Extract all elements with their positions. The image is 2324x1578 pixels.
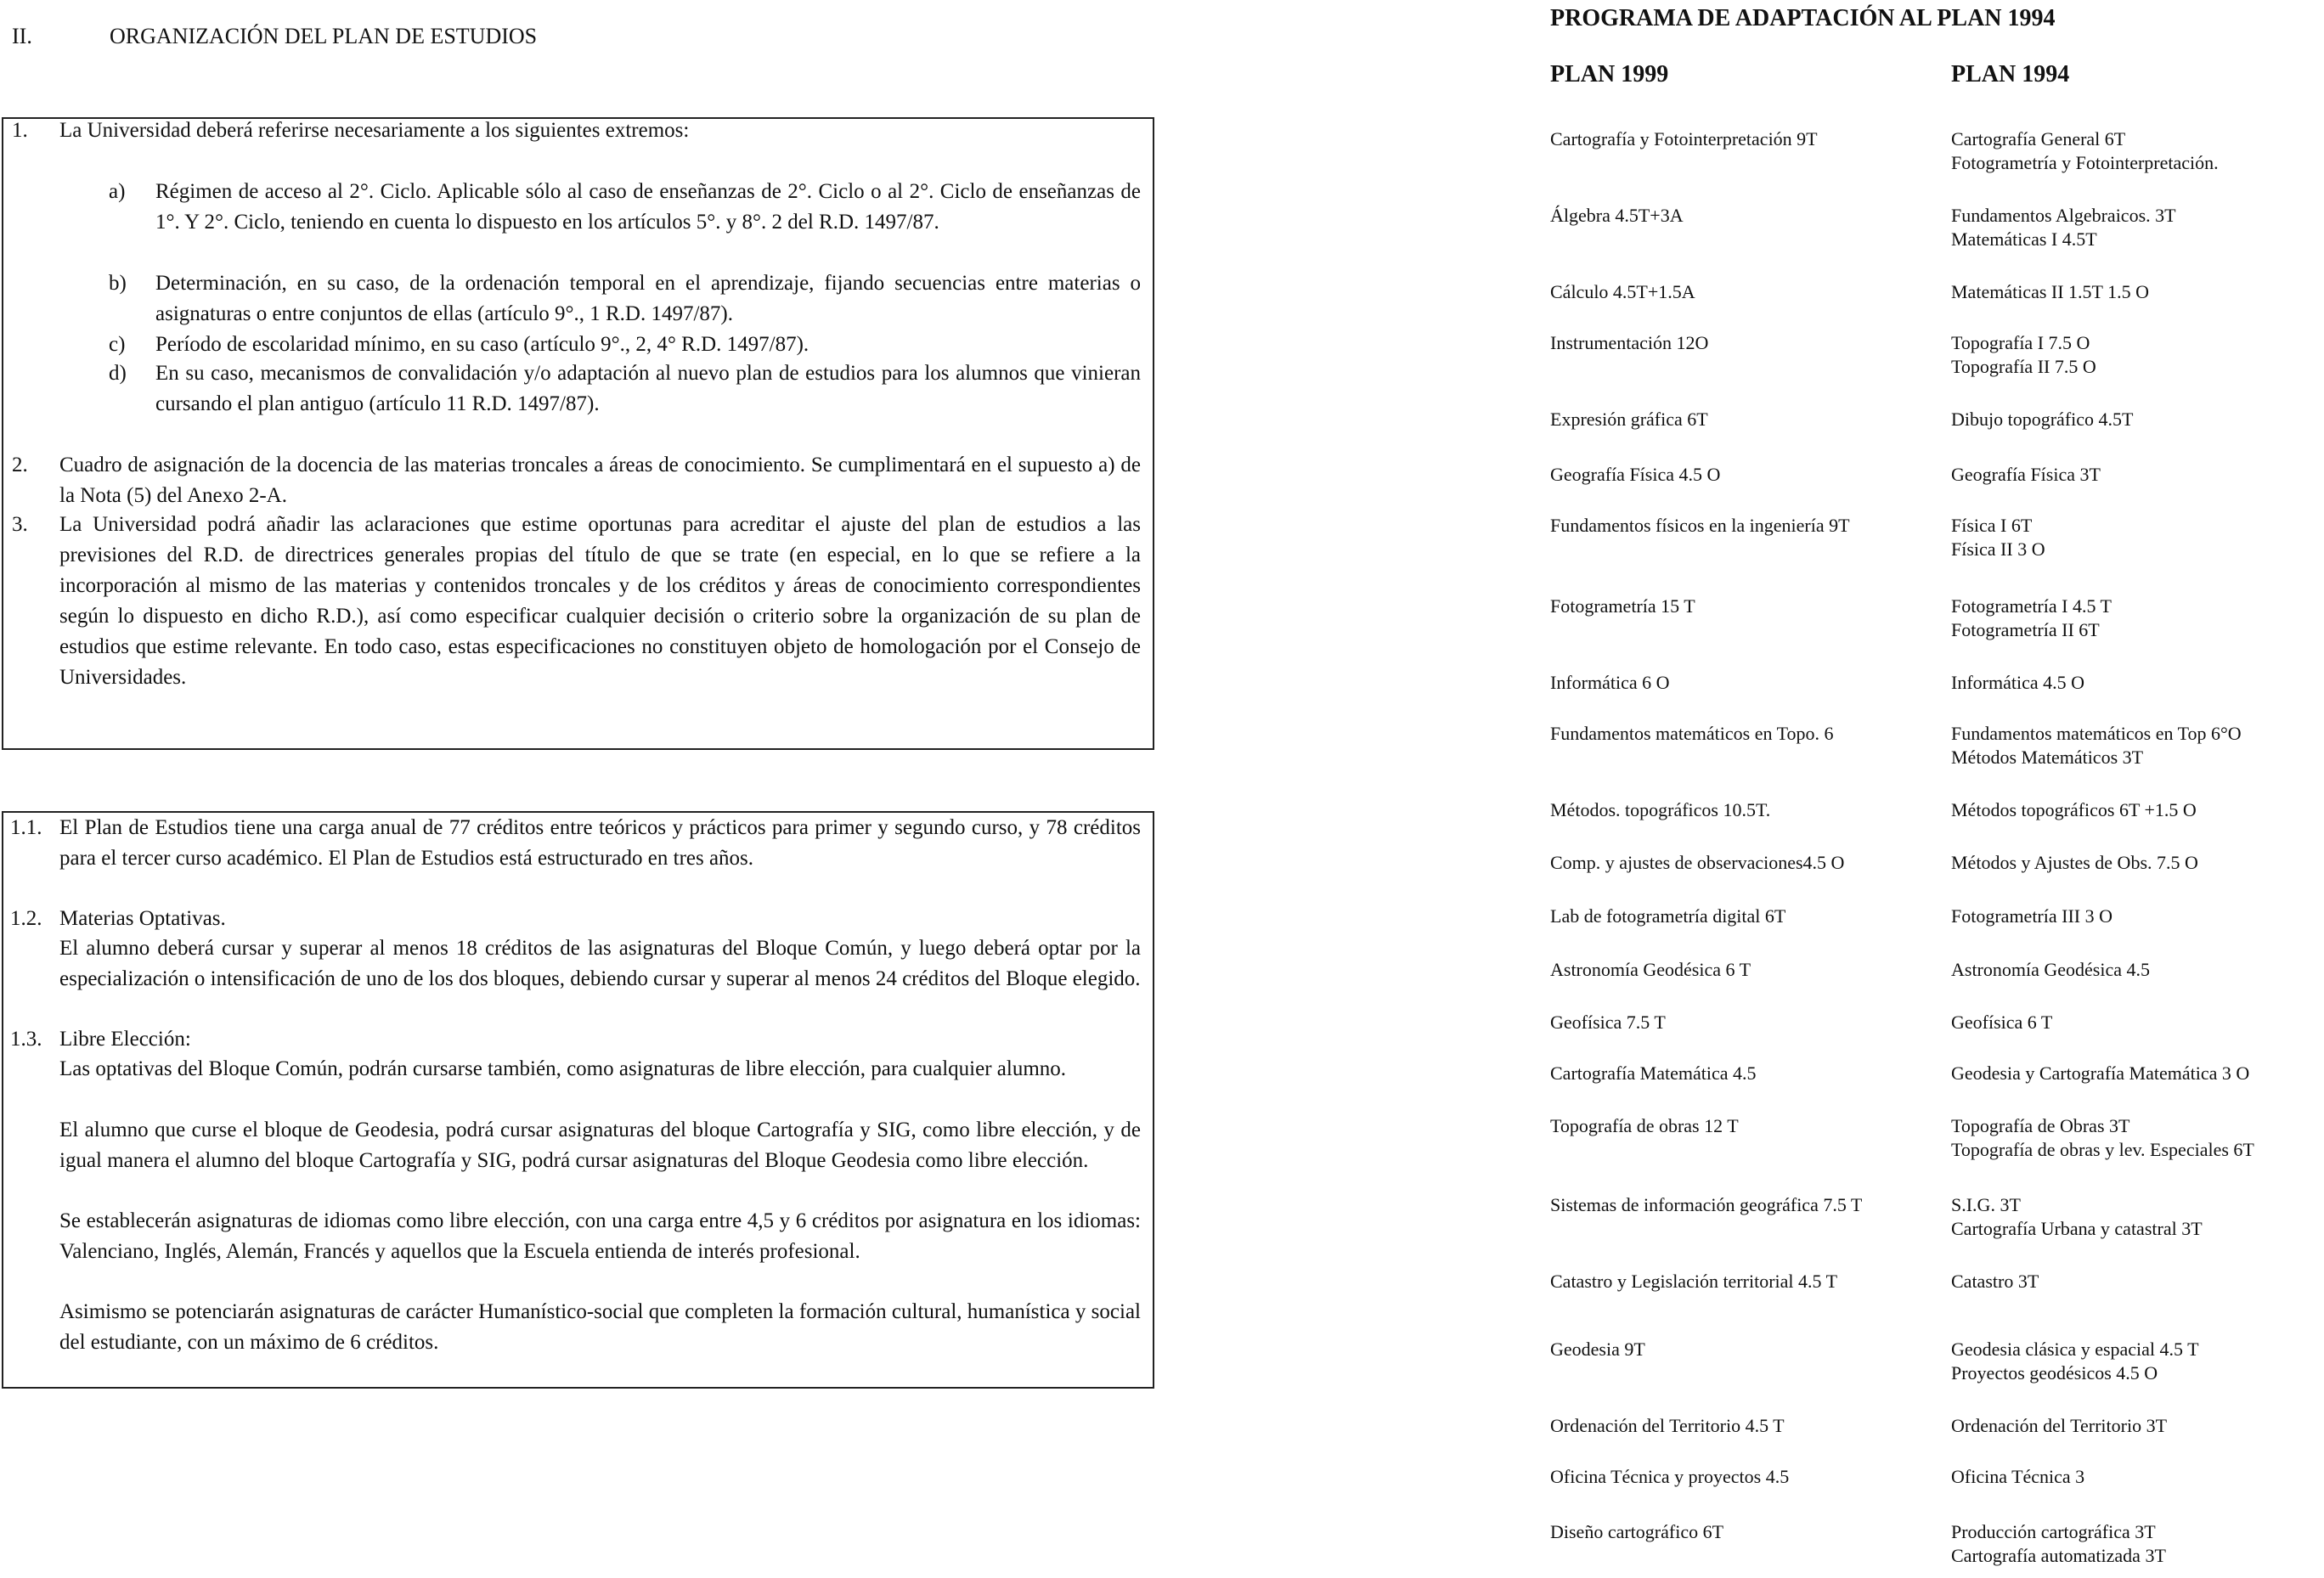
plan-1999-subject: Ordenación del Territorio 4.5 T [1550, 1415, 1785, 1436]
plan-1994-subject: Astronomía Geodésica 4.5 [1951, 959, 2150, 980]
plan-1999-subject: Topografía de obras 12 T [1550, 1115, 1739, 1136]
plan-1999-subject: Astronomía Geodésica 6 T [1550, 959, 1751, 980]
subitem-d-letter: d) [109, 362, 127, 385]
subitem-a-letter: a) [109, 180, 126, 203]
item-1-3-title: Libre Elección: [59, 1028, 191, 1051]
table-row [1550, 127, 2319, 178]
plan-1994-subject: Cartografía General 6T [1951, 128, 2126, 149]
plan-1999-subject: Cálculo 4.5T+1.5A [1550, 281, 1695, 302]
subitem-a-text: Régimen de acceso al 2°. Ciclo. Aplicable sólo al caso de enseñanzas de 2°. Ciclo o al 2°. Ciclo de enseñanzas de 1°. Y 2°. Ciclo, teniendo en cuenta lo dispuesto en los artículos 5°. y 8°. 2 del R.D. 1497/87. [155, 180, 1141, 234]
item-2-text: Cuadro de asignación de la docencia de las materias troncales a áreas de conocimiento. Se cumplimentará en el supuesto a) de la Nota (5) del Anexo 2-A. [59, 454, 1141, 507]
table-row [1550, 408, 2319, 459]
plan-1994-subject: Geodesia y Cartografía Matemática 3 O [1951, 1062, 2250, 1084]
plan-1999-subject: Lab de fotogrametría digital 6T [1550, 905, 1786, 927]
item-3-number: 3. [12, 513, 28, 536]
plan-1994-subject: Física II 3 O [1951, 538, 2045, 560]
plan-1999-subject: Cartografía Matemática 4.5 [1550, 1062, 1757, 1084]
item-1-2-title: Materias Optativas. [59, 907, 226, 930]
plan-1994-subject: Fundamentos matemáticos en Top 6°O [1951, 723, 2242, 744]
table-row [1550, 514, 2319, 565]
item-1-3-number: 1.3. [10, 1028, 42, 1051]
plan-1994-subject: Matemáticas I 4.5T [1951, 228, 2097, 250]
plan-1994-subject: Fotogrametría III 3 O [1951, 905, 2112, 927]
plan-1999-header: PLAN 1999 [1550, 61, 1669, 87]
plan-1994-subjects [1951, 514, 2324, 561]
plan-1994-subjects [1951, 331, 2324, 379]
table-row [1550, 958, 2319, 1009]
table-row [1550, 204, 2319, 255]
section-header [12, 24, 537, 49]
plan-1994-subjects [1951, 463, 2324, 487]
plan-1999-subject: Geodesia 9T [1550, 1338, 1645, 1360]
item-1-2-number: 1.2. [10, 907, 42, 930]
table-row [1550, 1011, 2319, 1062]
plan-1999-subject: Catastro y Legislación territorial 4.5 T [1550, 1271, 1838, 1292]
plan-1994-subject: Matemáticas II 1.5T 1.5 O [1951, 281, 2149, 302]
table-row [1550, 1338, 2319, 1389]
table-row [1550, 798, 2319, 849]
free-choice-paragraph-4: Asimismo se potenciarán asignaturas de carácter Humanístico-social que completen la formación cultural, humanística y social del estudiante, con un máximo de 6 créditos. [59, 1300, 1141, 1354]
plan-1994-subjects [1951, 1062, 2324, 1085]
plan-1994-subject: Métodos y Ajustes de Obs. 7.5 O [1951, 852, 2198, 873]
plan-1994-subject: Física I 6T [1951, 515, 2033, 536]
plan-1999-subject: Expresión gráfica 6T [1550, 409, 1708, 430]
plan-1994-subject: Topografía II 7.5 O [1951, 356, 2096, 377]
plan-1994-subject: Fotogrametría y Fotointerpretación. [1951, 152, 2219, 173]
item-1-1-text: El Plan de Estudios tiene una carga anual de 77 créditos entre teóricos y prácticos para primer y segundo curso, y 78 créditos para el tercer curso académico. El Plan de Estudios está estructurado en tres años. [59, 816, 1141, 870]
plan-1994-subject: Topografía de Obras 3T [1951, 1115, 2130, 1136]
plan-1994-subjects [1951, 408, 2324, 431]
plan-1994-subjects [1951, 204, 2324, 251]
plan-1994-subjects [1951, 1338, 2324, 1385]
item-1-1-number: 1.1. [10, 816, 42, 839]
plan-1994-subjects [1951, 671, 2324, 695]
table-row [1550, 595, 2319, 645]
plan-1999-subject: Fundamentos físicos en la ingeniería 9T [1550, 515, 1850, 536]
adaptation-program-title: PROGRAMA DE ADAPTACIÓN AL PLAN 1994 [1550, 5, 2056, 31]
plan-1994-subjects [1951, 1414, 2324, 1438]
item-3-text: La Universidad podrá añadir las aclaraciones que estime oportunas para acreditar el ajuste del plan de estudios a las previsiones del R.D. de directrices generales propias del título de que se trate (en especial, en lo que se refiere a la incorporación al mismo de las materias y contenidos troncales y de los créditos y áreas de conocimiento correspondientes según lo dispuesto en dicho R.D.), así como especificar cualquier decisión o criterio sobre la organización de su plan de estudios que estime relevante. En todo caso, estas especificaciones no constituyen objeto de homologación por el Consejo de Universidades. [59, 513, 1141, 689]
plan-1994-subject: Geodesia clásica y espacial 4.5 T [1951, 1338, 2199, 1360]
table-row [1550, 1114, 2319, 1165]
plan-1994-subjects [1951, 722, 2324, 769]
plan-1999-subject: Sistemas de información geográfica 7.5 T [1550, 1194, 1863, 1215]
plan-1999-subject: Comp. y ajustes de observaciones4.5 O [1550, 852, 1845, 873]
plan-1994-subject: Dibujo topográfico 4.5T [1951, 409, 2134, 430]
plan-1994-subject: Informática 4.5 O [1951, 672, 2084, 693]
plan-1994-subject: Proyectos geodésicos 4.5 O [1951, 1362, 2158, 1384]
table-row [1550, 280, 2319, 331]
plan-1994-subjects [1951, 1193, 2324, 1241]
section-number: II. [12, 24, 32, 48]
plan-1999-subject: Álgebra 4.5T+3A [1550, 205, 1684, 226]
table-row [1550, 851, 2319, 902]
table-row [1550, 1520, 2319, 1571]
table-row [1550, 1270, 2319, 1321]
plan-1994-subject: Ordenación del Territorio 3T [1951, 1415, 2168, 1436]
plan-1994-subject: Producción cartográfica 3T [1951, 1521, 2156, 1542]
table-row [1550, 1414, 2319, 1465]
plan-1999-subject: Fundamentos matemáticos en Topo. 6 [1550, 723, 1834, 744]
plan-1994-subject: Fotogrametría I 4.5 T [1951, 595, 2112, 617]
item-2-number: 2. [12, 454, 28, 476]
table-row [1550, 722, 2319, 773]
subitem-d-text: En su caso, mecanismos de convalidación y/o adaptación al nuevo plan de estudios para los alumnos que vinieran cursando el plan antiguo (artículo 11 R.D. 1497/87). [155, 362, 1141, 415]
plan-1994-subject: S.I.G. 3T [1951, 1194, 2021, 1215]
plan-1999-subject: Oficina Técnica y proyectos 4.5 [1550, 1466, 1790, 1487]
plan-1994-subjects [1951, 905, 2324, 928]
plan-1999-subject: Diseño cartográfico 6T [1550, 1521, 1724, 1542]
plan-1994-subject: Fundamentos Algebraicos. 3T [1951, 205, 2176, 226]
plan-1994-subjects [1951, 1465, 2324, 1489]
item-1-2-text: El alumno deberá cursar y superar al menos 18 créditos de las asignaturas del Bloque Común, y luego deberá optar por la especialización o intensificación de uno de los dos bloques, debiendo cursar y superar al menos 24 créditos del Bloque elegido. [59, 937, 1141, 990]
table-row [1550, 331, 2319, 382]
table-row [1550, 463, 2319, 514]
plan-1994-subjects [1951, 280, 2324, 304]
plan-1999-subject: Fotogrametría 15 T [1550, 595, 1695, 617]
plan-1994-subjects [1951, 1011, 2324, 1034]
plan-1999-subject: Cartografía y Fotointerpretación 9T [1550, 128, 1818, 149]
plan-1994-subject: Métodos topográficos 6T +1.5 O [1951, 799, 2197, 820]
plan-1994-subjects [1951, 798, 2324, 822]
subitem-b-letter: b) [109, 272, 127, 295]
free-choice-paragraph-2: El alumno que curse el bloque de Geodesia, podrá cursar asignaturas del bloque Cartografía y SIG, como libre elección, y de igual manera el alumno del bloque Cartografía y SIG, podrá cursar asignaturas del Bloque Geodesia como libre elección. [59, 1119, 1141, 1172]
table-row [1550, 1062, 2319, 1113]
plan-1994-header: PLAN 1994 [1951, 61, 2070, 87]
plan-1994-subject: Cartografía Urbana y catastral 3T [1951, 1218, 2203, 1239]
subitem-c-text: Período de escolaridad mínimo, en su caso (artículo 9°., 2, 4° R.D. 1497/87). [155, 333, 809, 356]
free-choice-paragraph-1: Las optativas del Bloque Común, podrán cursarse también, como asignaturas de libre elección, para cualquier alumno. [59, 1057, 1067, 1080]
plan-1999-subject: Informática 6 O [1550, 672, 1670, 693]
plan-1999-subject: Instrumentación 12O [1550, 332, 1709, 353]
table-row [1550, 1193, 2319, 1244]
plan-1994-subject: Cartografía automatizada 3T [1951, 1545, 2166, 1566]
plan-1994-subjects [1951, 127, 2324, 175]
table-row [1550, 1465, 2319, 1516]
item-1-number: 1. [12, 119, 28, 142]
plan-1994-subject: Oficina Técnica 3 [1951, 1466, 2085, 1487]
plan-1994-subject: Topografía I 7.5 O [1951, 332, 2090, 353]
plan-1994-subjects [1951, 958, 2324, 982]
free-choice-paragraph-3: Se establecerán asignaturas de idiomas como libre elección, con una carga entre 4,5 y 6 créditos por asignatura en los idiomas: Valenciano, Inglés, Alemán, Francés y aquellos que la Escuela entienda de interés profesional. [59, 1209, 1141, 1263]
plan-1994-subjects [1951, 1520, 2324, 1568]
section-title: ORGANIZACIÓN DEL PLAN DE ESTUDIOS [110, 24, 538, 48]
subitem-b-text: Determinación, en su caso, de la ordenación temporal en el aprendizaje, fijando secuencias entre materias o asignaturas o entre conjuntos de ellas (artículo 9°., 1 R.D. 1497/87). [155, 272, 1141, 325]
plan-1994-subject: Topografía de obras y lev. Especiales 6T [1951, 1139, 2254, 1160]
table-row [1550, 671, 2319, 722]
item-1-text: La Universidad deberá referirse necesariamente a los siguientes extremos: [59, 119, 690, 142]
plan-1999-subject: Geofísica 7.5 T [1550, 1012, 1666, 1033]
plan-1994-subjects [1951, 851, 2324, 875]
subitem-c-letter: c) [109, 333, 126, 356]
plan-1999-subject: Métodos. topográficos 10.5T. [1550, 799, 1771, 820]
plan-1994-subjects [1951, 595, 2324, 642]
plan-1994-subject: Catastro 3T [1951, 1271, 2039, 1292]
table-row [1550, 905, 2319, 955]
plan-1994-subject: Métodos Matemáticos 3T [1951, 747, 2144, 768]
plan-1994-subjects [1951, 1114, 2324, 1162]
plan-1994-subjects [1951, 1270, 2324, 1293]
plan-1994-subject: Geofísica 6 T [1951, 1012, 2053, 1033]
plan-1994-subject: Fotogrametría II 6T [1951, 619, 2100, 640]
plan-1994-subject: Geografía Física 3T [1951, 464, 2101, 485]
plan-1999-subject: Geografía Física 4.5 O [1550, 464, 1721, 485]
